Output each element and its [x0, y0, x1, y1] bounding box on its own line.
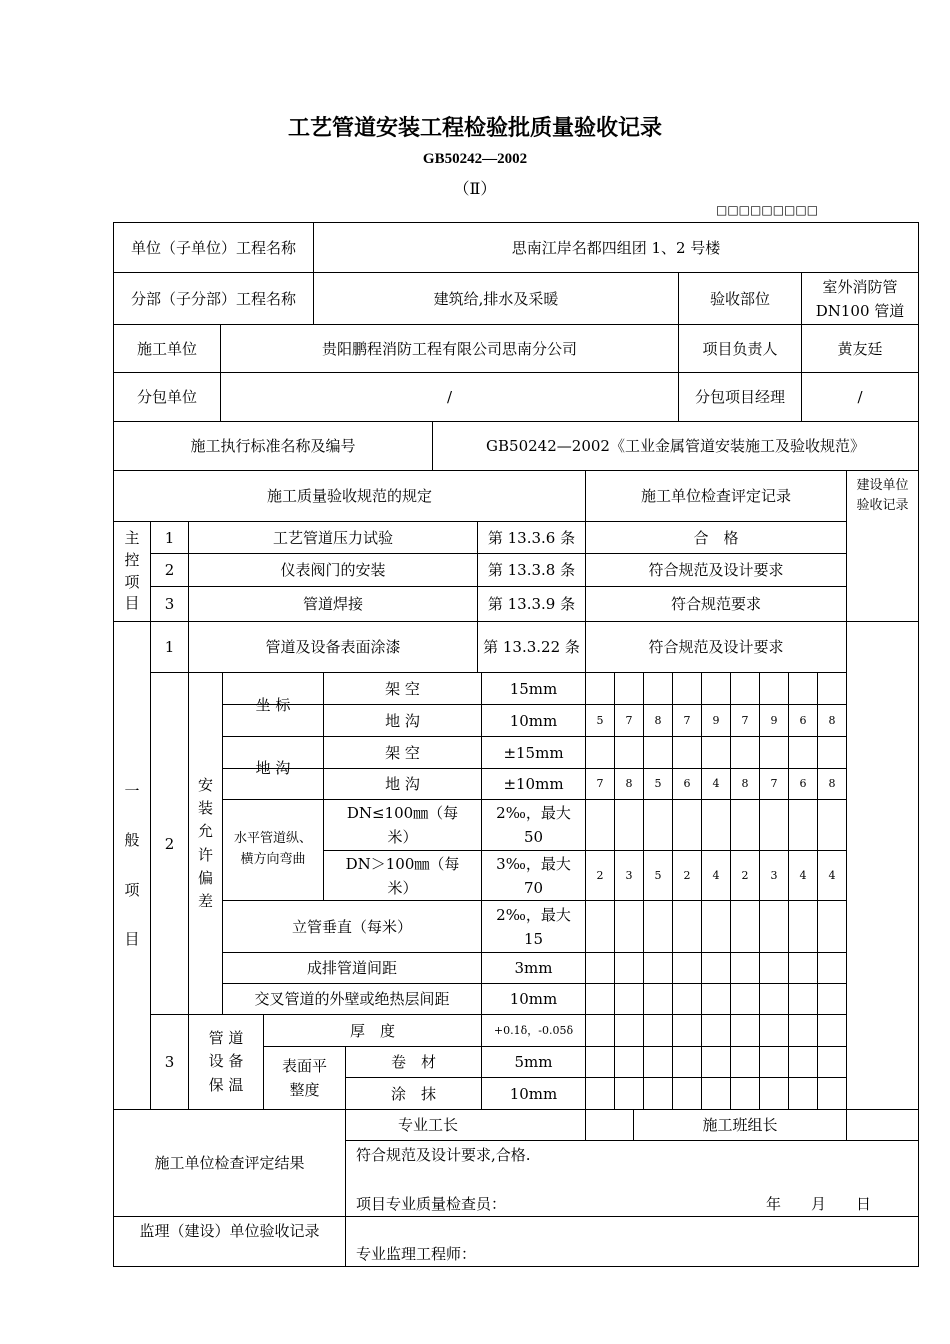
measurement-cell: 7 — [683, 713, 691, 727]
dn-le-100-tolerance: 2‰，最大 50 — [496, 804, 571, 846]
measurement-cell: 5 — [596, 713, 604, 727]
dn-le-100-label: DN≤100㎜（每米） — [346, 804, 459, 846]
horizontal-bend-label: 水平管道纵、横方向弯曲 — [233, 831, 312, 867]
supervising-engineer-label: 专业监理工程师： — [356, 1245, 477, 1263]
general-row-2-no: 2 — [164, 834, 175, 853]
general-row-1-no: 1 — [164, 638, 175, 656]
project-manager-label: 项目负责人 — [702, 339, 778, 358]
general-group-label: 一 般 项 目 — [124, 781, 140, 948]
exec-standard-label: 施工执行标准名称及编号 — [190, 437, 356, 455]
main-row-3-no: 3 — [164, 595, 175, 613]
contractor-label: 施工单位 — [136, 339, 197, 358]
spec-header: 施工质量验收规范的规定 — [266, 487, 432, 505]
record-number-boxes: □□□□□□□□□ — [716, 203, 819, 217]
measurement-cell: 4 — [712, 868, 720, 882]
measurement-cell: 8 — [625, 777, 633, 791]
subdivision-value: 建筑给,排水及采暖 — [433, 289, 559, 308]
elev-trench-tolerance: ±10mm — [503, 775, 564, 793]
elev-trench-label: 地 沟 — [385, 775, 420, 793]
general-row-1-result: 符合规范及设计要求 — [648, 638, 784, 656]
measurement-cell: 7 — [625, 713, 633, 727]
measurement-cell: 8 — [828, 713, 836, 727]
measurement-cell: 3 — [770, 868, 778, 882]
main-row-3-result: 符合规范要求 — [670, 595, 761, 613]
measurement-cell: 7 — [741, 713, 749, 727]
paint-tolerance: 10mm — [509, 1084, 558, 1103]
coord-trench-label: 地 沟 — [385, 711, 420, 730]
subcontractor-label: 分包单位 — [136, 388, 197, 406]
coordinate-label: 坐 标 — [255, 695, 291, 714]
tolerance-group-label: 安 装 允 许 偏 差 — [197, 775, 213, 910]
contractor-result-text: 符合规范及设计要求,合格. — [356, 1146, 531, 1164]
measurement-cell: 8 — [741, 777, 749, 791]
measurement-cell: 6 — [799, 777, 807, 791]
standard-code: GB50242—2002 — [422, 151, 528, 167]
acceptance-part-label: 验收部位 — [709, 289, 770, 308]
elevation-trench-label: 地 沟 — [255, 759, 291, 777]
contractor-result-label: 施工单位检查评定结果 — [154, 1154, 305, 1172]
roll-label: 卷 材 — [390, 1053, 436, 1071]
roll-tolerance: 5mm — [514, 1053, 553, 1071]
supervision-label: 监理（建设）单位验收记录 — [139, 1222, 320, 1240]
date-label: 年 月 日 — [766, 1195, 872, 1213]
volume-mark: （Ⅱ） — [453, 179, 497, 198]
surface-flatness-label: 表面平整度 — [281, 1057, 327, 1099]
cross-pipe-tolerance: 10mm — [509, 990, 558, 1008]
measurement-cell: 2 — [683, 868, 691, 882]
thickness-label: 厚 度 — [349, 1021, 395, 1040]
sub-manager-value: / — [857, 388, 863, 406]
dn-gt-100-label: DN＞100㎜（每米） — [345, 854, 460, 897]
vertical-pipe-label: 立管垂直（每米） — [291, 917, 412, 936]
main-row-2-clause: 第 13.3.8 条 — [487, 561, 576, 579]
dn-gt-100-tolerance: 3‰，最大 70 — [496, 854, 571, 897]
main-row-1-no: 1 — [164, 528, 175, 547]
measurement-cell: 3 — [625, 868, 633, 882]
main-row-1-item: 工艺管道压力试验 — [272, 528, 393, 547]
measurement-cell: 8 — [828, 777, 836, 791]
measurement-cell: 5 — [654, 868, 662, 882]
measurement-cell: 8 — [654, 713, 662, 727]
measurement-cell: 9 — [712, 713, 720, 727]
measurement-cell: 2 — [596, 868, 604, 882]
general-row-1-item: 管道及设备表面涂漆 — [265, 638, 401, 656]
foreman-label: 专业工长 — [397, 1116, 458, 1134]
main-row-3-clause: 第 13.3.9 条 — [487, 595, 576, 613]
main-row-1-clause: 第 13.3.6 条 — [487, 528, 576, 547]
main-row-2-result: 符合规范及设计要求 — [648, 561, 784, 579]
measurement-cell: 4 — [799, 868, 807, 882]
measurement-cell: 6 — [799, 713, 807, 727]
measurement-cell: 4 — [828, 868, 836, 882]
coord-overhead-tolerance: 15mm — [509, 679, 558, 698]
main-row-3-item: 管道焊接 — [302, 595, 363, 613]
main-row-2-item: 仪表阀门的安装 — [280, 561, 386, 579]
measurement-cell: 2 — [741, 868, 749, 882]
team-leader-label: 施工班组长 — [702, 1116, 778, 1134]
coord-trench-tolerance: 10mm — [509, 711, 558, 730]
measurement-cell: 7 — [770, 777, 778, 791]
subdivision-label: 分部（子分部）工程名称 — [130, 289, 296, 308]
cross-pipe-label: 交叉管道的外壁或绝热层间距 — [254, 990, 450, 1008]
coord-overhead-label: 架 空 — [385, 679, 420, 698]
measurement-cell: 6 — [683, 777, 691, 791]
row-spacing-label: 成排管道间距 — [306, 959, 397, 977]
main-control-group-label: 主 控 项 目 — [124, 529, 140, 613]
project-manager-value: 黄友廷 — [837, 339, 883, 358]
measurement-cell: 4 — [712, 777, 720, 791]
subcontractor-value: / — [446, 388, 453, 406]
unit-name-label: 单位（子单位）工程名称 — [130, 238, 296, 257]
main-row-1-result: 合 格 — [693, 528, 739, 547]
general-row-3-no: 3 — [164, 1053, 175, 1071]
check-header: 施工单位检查评定记录 — [640, 487, 791, 505]
contractor-value: 贵阳鹏程消防工程有限公司思南分公司 — [321, 339, 577, 358]
page-title: 工艺管道安装工程检验批质量验收记录 — [287, 115, 662, 141]
thickness-tolerance: +0.1δ，-0.05δ — [493, 1023, 574, 1037]
measurement-cell: 9 — [770, 713, 778, 727]
unit-name-value: 思南江岸名都四组团 1、2 号楼 — [511, 238, 721, 257]
elev-overhead-tolerance: ±15mm — [503, 743, 564, 762]
vertical-pipe-tolerance: 2‰，最大 15 — [496, 905, 571, 948]
row-spacing-tolerance: 3mm — [514, 959, 553, 977]
exec-standard-value: GB50242—2002《工业金属管道安装施工及验收规范》 — [486, 437, 865, 455]
paint-label: 涂 抹 — [390, 1084, 436, 1103]
measurement-cell: 5 — [654, 777, 662, 791]
sub-manager-label: 分包项目经理 — [694, 388, 785, 406]
general-row-1-clause: 第 13.3.22 条 — [483, 638, 580, 656]
insulation-group-label: 管 道 设 备 保 温 — [208, 1029, 244, 1094]
measurement-cell: 7 — [596, 777, 604, 791]
quality-inspector-label: 项目专业质量检查员： — [356, 1195, 507, 1213]
acceptance-part-value: 室外消防管DN100 管道 — [815, 277, 905, 320]
acceptance-header: 建设单位 验收记录 — [856, 477, 909, 513]
main-row-2-no: 2 — [164, 561, 175, 579]
elev-overhead-label: 架 空 — [385, 743, 420, 762]
